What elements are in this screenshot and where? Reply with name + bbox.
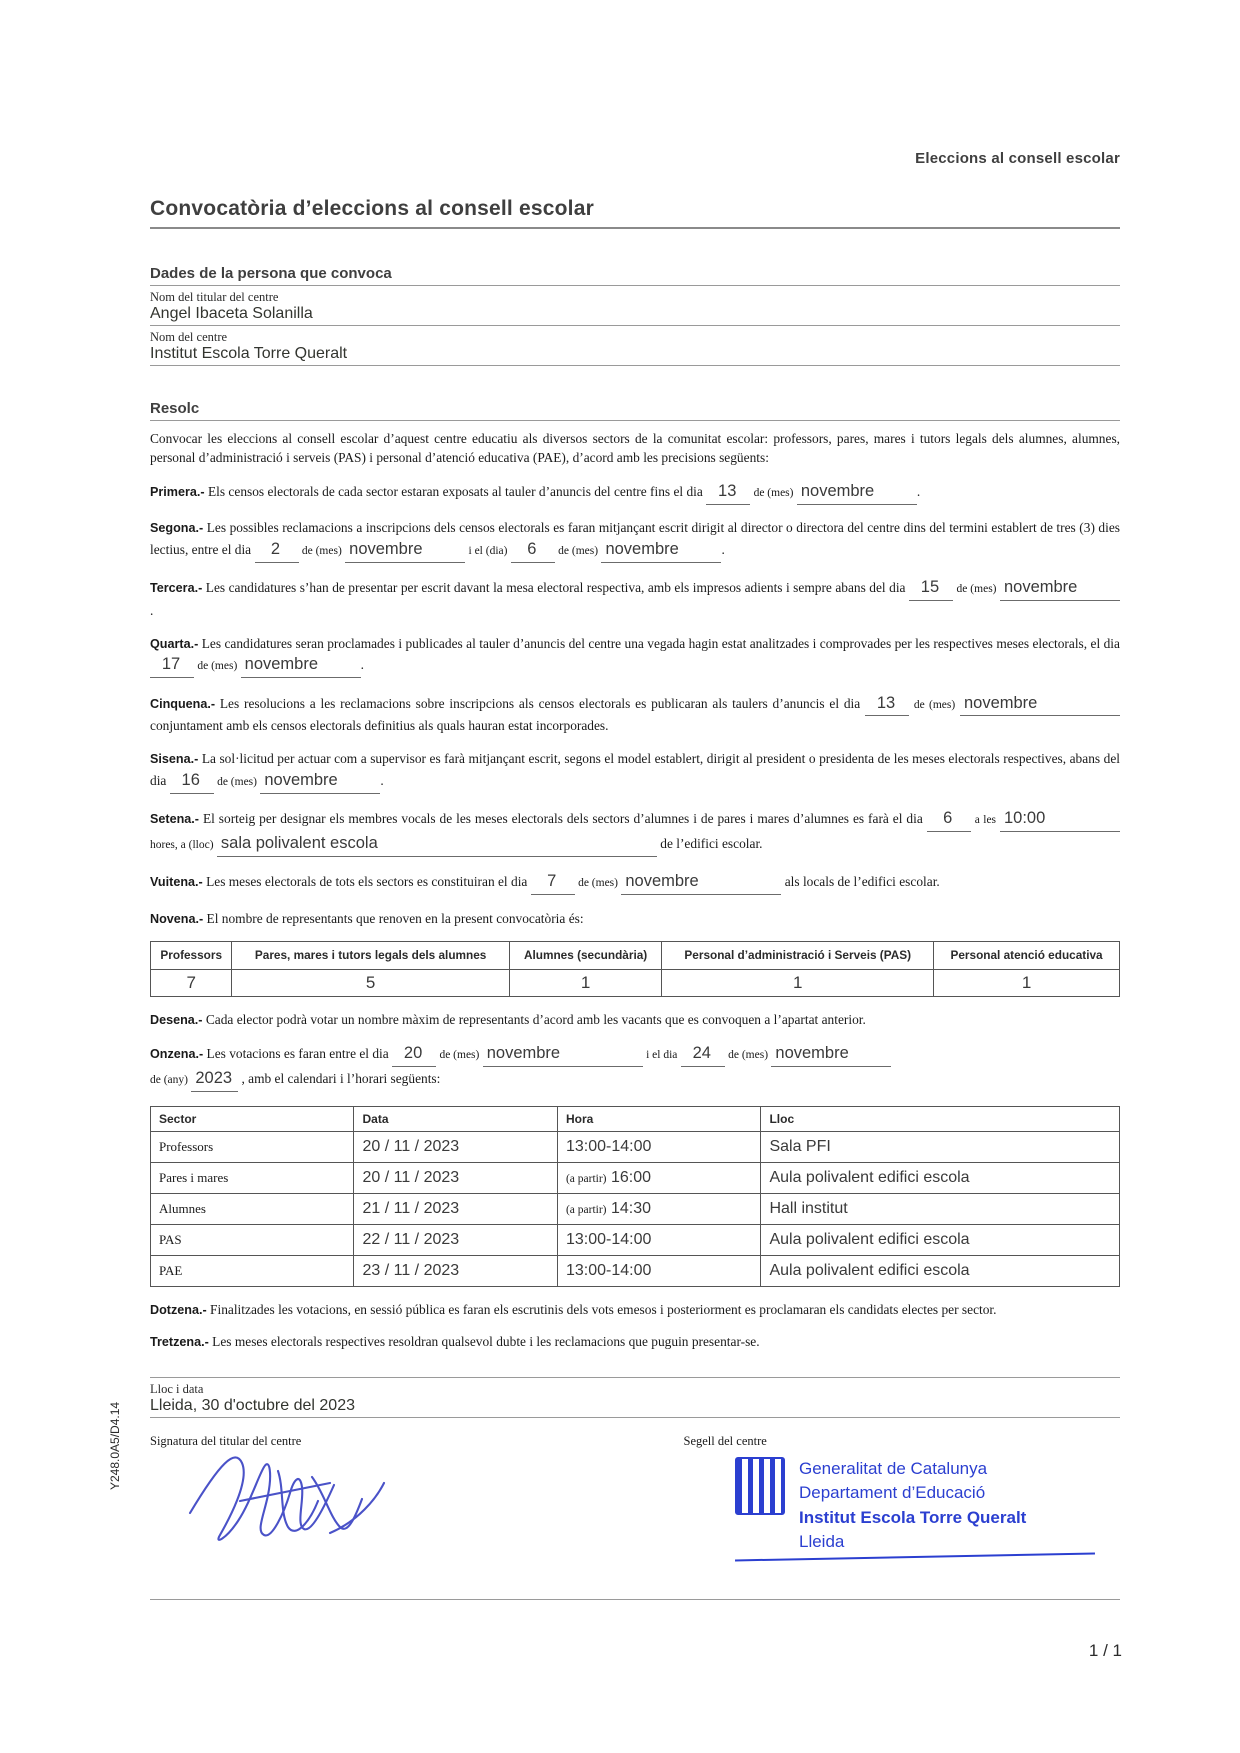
section-title-convener: Dades de la persona que convoca [150, 265, 392, 282]
label-lloc-data: Lloc i data [150, 1382, 204, 1397]
clause-sisena-text1: La sol·licitud per actuar com a supervisor es farà mitjançant escrit, segons el model establert, dirigit al president o presidenta de les meses electorals respectives, abans del dia [150, 751, 1120, 788]
reps-header-pas: Personal d’administració i Serveis (PAS) [662, 942, 934, 969]
reps-header-professors: Professors [151, 942, 232, 969]
clause-vuitena-day: 7 [531, 870, 575, 895]
sched-data: 21 / 11 / 2023 [354, 1193, 557, 1224]
clause-segona-text1: Les possibles reclamacions a inscripcions dels censos electorals es faran mitjançant escrit dirigit al director o directora del centre dins del termini establert de tres (3) dies lectius, entre el dia [150, 520, 1120, 557]
clause-setena-time: 10:00 [1000, 807, 1120, 832]
clause-dotzena-text: Finalitzades les votacions, en sessió pública es faran els escrutinis dels vots emesos i posteriorment es proclamaran els candidats electes per sector. [210, 1301, 997, 1317]
sched-data: 20 / 11 / 2023 [354, 1162, 557, 1193]
clause-onzena-month-start: novembre [483, 1042, 643, 1067]
clause-onzena-year: 2023 [191, 1067, 238, 1092]
label-signature: Signatura del titular del centre [150, 1434, 302, 1449]
sched-lloc: Hall institut [761, 1193, 1120, 1224]
clause-onzena-text5: de (any) [150, 1074, 188, 1087]
stamp-line-2: Departament d’Educació [799, 1483, 986, 1503]
label-name-centre: Nom del centre [150, 330, 228, 344]
clause-segona-text2: de (mes) [301, 544, 342, 557]
document-header-title: Eleccions al consell escolar [915, 150, 1120, 167]
table-row [151, 1162, 1120, 1193]
name-field-rule [150, 325, 1120, 326]
sched-lloc: Aula polivalent edifici escola [761, 1224, 1120, 1255]
sched-hora-prefix: (a partir) [565, 1203, 607, 1216]
clause-tercera: Tercera.- Les candidatures s’han de presentar per escrit davant la mesa electoral respectiva, amb els impresos adients i sempre abans del dia 15 de (mes) novembre. [150, 576, 1120, 620]
stamp-line-3: Institut Escola Torre Queralt [799, 1507, 1027, 1527]
clause-desena-lead: Desena.- [150, 1012, 203, 1027]
clause-tretzena-lead: Tretzena.- [150, 1335, 209, 1350]
clause-setena-text1: El sorteig per designar els membres vocals de les meses electorals dels sectors d’alumnes i de pares i mares d’alumnes es farà el dia [202, 811, 923, 827]
clause-segona-month-end: novembre [601, 538, 721, 563]
sched-sector: Pares i mares [151, 1162, 354, 1193]
sched-hora-value: 13:00-14:00 [565, 1230, 652, 1248]
resolc-divider [150, 420, 1120, 421]
sched-hora [557, 1193, 760, 1224]
clause-desena [150, 1010, 1120, 1029]
clause-novena-lead: Novena.- [150, 911, 204, 926]
label-name-titular: Nom del titular del centre [150, 290, 279, 304]
stamp-line-4: Lleida [799, 1531, 845, 1551]
clause-cinquena-text1: Les resolucions a les reclamacions sobre inscripcions als censos electorals es publicaran als taulers d’anuncis el dia [219, 695, 861, 711]
sched-lloc: Aula polivalent edifici escola [761, 1255, 1120, 1286]
table-row [151, 1224, 1120, 1255]
sched-sector: PAS [151, 1224, 354, 1255]
clause-onzena-text3: i el dia [646, 1049, 678, 1062]
clause-segona-day-end: 6 [511, 538, 555, 563]
value-name-titular: Angel Ibaceta Solanilla [150, 305, 313, 322]
clause-novena-text1: El nombre de representants que renoven en la present convocatòria és: [206, 910, 584, 926]
clause-novena [150, 909, 1120, 928]
sched-header-hora: Hora [557, 1106, 760, 1131]
clause-vuitena-text2: de (mes) [578, 877, 618, 890]
lloc-data-rule [150, 1417, 1120, 1418]
sched-header-data: Data [354, 1106, 557, 1131]
clause-tretzena-text: Les meses electorals respectives resoldran qualsevol dubte i les reclamacions que puguin presentar-se. [212, 1334, 760, 1350]
clause-primera-month: novembre [797, 480, 917, 505]
reps-header-alumnes: Alumnes (secundària) [509, 942, 662, 969]
sched-header-lloc: Lloc [761, 1106, 1120, 1131]
clause-setena-day: 6 [927, 807, 971, 832]
sched-sector: Professors [151, 1131, 354, 1162]
clause-segona: Segona.- Les possibles reclamacions a inscripcions dels censos electorals es faran mitjançant escrit dirigit al director o directora del centre dins del termini establert de tres (3) dies lectius, entre el dia 2 de (mes) novembre i el (dia) 6 de (mes) novembre . [150, 518, 1120, 562]
clause-quarta-day: 17 [150, 653, 194, 678]
sched-hora-value: 13:00-14:00 [565, 1261, 652, 1279]
clause-tercera-text2: de (mes) [956, 583, 997, 596]
reps-header-pares: Pares, mares i tutors legals dels alumnes [232, 942, 509, 969]
generalitat-shield-icon [735, 1457, 785, 1515]
table-row [151, 969, 1120, 996]
section-title-resolc: Resolc [150, 400, 200, 417]
label-stamp: Segell del centre [683, 1434, 767, 1449]
sched-lloc: Sala PFI [761, 1131, 1120, 1162]
clause-setena-text3: hores, a (lloc) [150, 838, 214, 851]
table-row [151, 1131, 1120, 1162]
sched-data: 20 / 11 / 2023 [354, 1131, 557, 1162]
stamp-line-1: Generalitat de Catalunya [799, 1459, 988, 1479]
clause-primera-lead: Primera.- [150, 485, 205, 499]
spacer [150, 366, 1120, 400]
clause-setena [150, 807, 1120, 857]
value-name-centre: Institut Escola Torre Queralt [150, 345, 348, 362]
clause-primera-text1: Els censos electorals de cada sector estaran exposats al tauler d’anuncis del centre fins el dia [207, 484, 703, 499]
page-number: 1 / 1 [1088, 1641, 1122, 1660]
signature-rule [150, 1599, 1120, 1600]
clause-vuitena-text3: als locals de l’edifici escolar. [784, 874, 940, 890]
clause-primera-day: 13 [706, 480, 750, 505]
handwritten-signature [180, 1443, 440, 1563]
clause-segona-text3: i el (dia) [468, 544, 508, 557]
clause-sisena-lead: Sisena.- [150, 752, 199, 767]
table-row [151, 1193, 1120, 1224]
clause-setena-text4: de l’edifici escolar. [660, 835, 763, 851]
clause-vuitena-lead: Vuitena.- [150, 875, 203, 890]
clause-dotzena-lead: Dotzena.- [150, 1302, 207, 1317]
reps-value-alumnes: 1 [509, 969, 662, 996]
clause-quarta-month: novembre [241, 653, 361, 678]
clause-quarta-text2: de (mes) [197, 660, 238, 673]
clause-cinquena [150, 692, 1120, 736]
clause-quarta-lead: Quarta.- [150, 636, 199, 651]
reps-value-professors: 7 [151, 969, 232, 996]
sched-data: 23 / 11 / 2023 [354, 1255, 557, 1286]
sched-hora-prefix: (a partir) [565, 1172, 607, 1185]
clause-onzena-day-end: 24 [681, 1042, 725, 1067]
reps-value-pares: 5 [232, 969, 509, 996]
clause-sisena-month: novembre [260, 769, 380, 794]
clause-quarta: Quarta.- Les candidatures seran proclamades i publicades al tauler d’anuncis del centre una vegada hagin estat analitzades i comprovades per les respectives meses electorals, el dia 17 de (mes) novembre . [150, 634, 1120, 678]
clause-onzena-day-start: 20 [392, 1042, 436, 1067]
sched-hora [557, 1255, 760, 1286]
value-lloc-data: Lleida, 30 d'octubre del 2023 [150, 1397, 355, 1415]
representatives-table [150, 941, 1120, 996]
clause-setena-lead: Setena.- [150, 812, 199, 827]
reps-header-pae: Personal atenció educativa [934, 942, 1120, 969]
clause-cinquena-lead: Cinquena.- [150, 696, 216, 711]
clause-segona-month-start: novembre [345, 538, 465, 563]
sched-hora [557, 1162, 760, 1193]
resolc-intro: Convocar les eleccions al consell escolar d’aquest centre educatiu als diversos sectors de la comunitat escolar: professors, pares, mares i tutors legals dels alumnes, alumnes, personal d’administració i serveis (PAS) i personal d’atenció educativa (PAE), d’acord amb les precisions següents: [150, 431, 1120, 465]
sched-sector: PAE [151, 1255, 354, 1286]
clause-segona-day-start: 2 [255, 538, 299, 563]
clause-sisena: Sisena.- La sol·licitud per actuar com a supervisor es farà mitjançant escrit, segons el model establert, dirigit al president o presidenta de les meses electorals respectives, abans del dia 16 de (mes) novembre . [150, 749, 1120, 793]
official-stamp [735, 1457, 1095, 1558]
sched-hora [557, 1224, 760, 1255]
table-header-row [151, 1106, 1120, 1131]
clause-onzena-lead: Onzena.- [150, 1047, 204, 1062]
clause-primera: Primera.- Els censos electorals de cada sector estaran exposats al tauler d’anuncis del centre fins el dia 13 de (mes) novembre . [150, 480, 1120, 505]
table-row [151, 1255, 1120, 1286]
schedule-table [150, 1106, 1120, 1287]
clause-cinquena-text2: de (mes) [913, 698, 956, 711]
sched-header-sector: Sector [151, 1106, 354, 1131]
reps-value-pae: 1 [934, 969, 1120, 996]
clause-onzena-text1: Les votacions es faran entre el dia [206, 1046, 389, 1062]
clause-vuitena [150, 870, 1120, 895]
sched-hora-value: 16:00 [610, 1168, 652, 1186]
clause-cinquena-month: novembre [960, 692, 1120, 717]
clause-quarta-text1: Les candidatures seran proclamades i publicades al tauler d’anuncis del centre una vegada hagin estat analitzades i comprovades per les respectives meses electorals, el dia [201, 635, 1120, 651]
signature-area [150, 1434, 1120, 1600]
footer-divider [150, 1377, 1120, 1378]
clause-vuitena-text1: Les meses electorals de tots els sectors es constituiran el dia [206, 874, 528, 890]
clause-dotzena [150, 1300, 1120, 1319]
clause-vuitena-month: novembre [621, 870, 781, 895]
title-divider [150, 227, 1120, 229]
clause-desena-text: Cada elector podrà votar un nombre màxim de representants d’acord amb les vacants que es convoquen a l’apartat anterior. [205, 1011, 866, 1027]
clause-segona-text4: de (mes) [558, 544, 599, 557]
sched-hora [557, 1131, 760, 1162]
clause-setena-text2: a les [974, 814, 997, 827]
table-header-row [151, 942, 1120, 969]
clause-onzena [150, 1042, 1120, 1092]
clause-tercera-month: novembre [1000, 576, 1120, 601]
clause-sisena-text2: de (mes) [217, 775, 257, 788]
clause-primera-text2: de (mes) [753, 487, 794, 499]
clause-tercera-text1: Les candidatures s’han de presentar per escrit davant la mesa electoral respectiva, amb els impresos adients i sempre abans del dia [205, 580, 906, 596]
clause-cinquena-day: 13 [865, 692, 909, 717]
clause-tretzena [150, 1332, 1120, 1351]
signature-labels [150, 1434, 1120, 1449]
clause-tercera-day: 15 [909, 576, 953, 601]
clause-onzena-text4: de (mes) [728, 1049, 769, 1062]
clause-onzena-month-end: novembre [771, 1042, 891, 1067]
signature-box [150, 1449, 1120, 1599]
clause-segona-lead: Segona.- [150, 521, 204, 536]
sched-sector: Alumnes [151, 1193, 354, 1224]
sched-hora-value: 13:00-14:00 [565, 1137, 652, 1155]
sched-hora-value: 14:30 [610, 1199, 652, 1217]
clause-onzena-text2: de (mes) [439, 1049, 480, 1062]
reps-value-pas: 1 [662, 969, 934, 996]
stamp-row [735, 1457, 1095, 1554]
page-title: Convocatòria d’eleccions al consell escolar [150, 197, 594, 220]
clause-setena-place: sala polivalent escola [217, 832, 657, 857]
sched-lloc: Aula polivalent edifici escola [761, 1162, 1120, 1193]
clause-cinquena-text3: conjuntament amb els censos electorals definitius als quals hauran estat incorporades. [150, 718, 609, 734]
sched-data: 22 / 11 / 2023 [354, 1224, 557, 1255]
clause-sisena-day: 16 [170, 769, 214, 794]
clause-onzena-text6: , amb el calendari i l’horari següents: [241, 1071, 441, 1087]
convener-divider [150, 285, 1120, 286]
form-side-code: Y248.0A5/D4.14 [108, 1401, 122, 1490]
clause-tercera-lead: Tercera.- [150, 581, 203, 596]
stamp-text [799, 1457, 1026, 1554]
